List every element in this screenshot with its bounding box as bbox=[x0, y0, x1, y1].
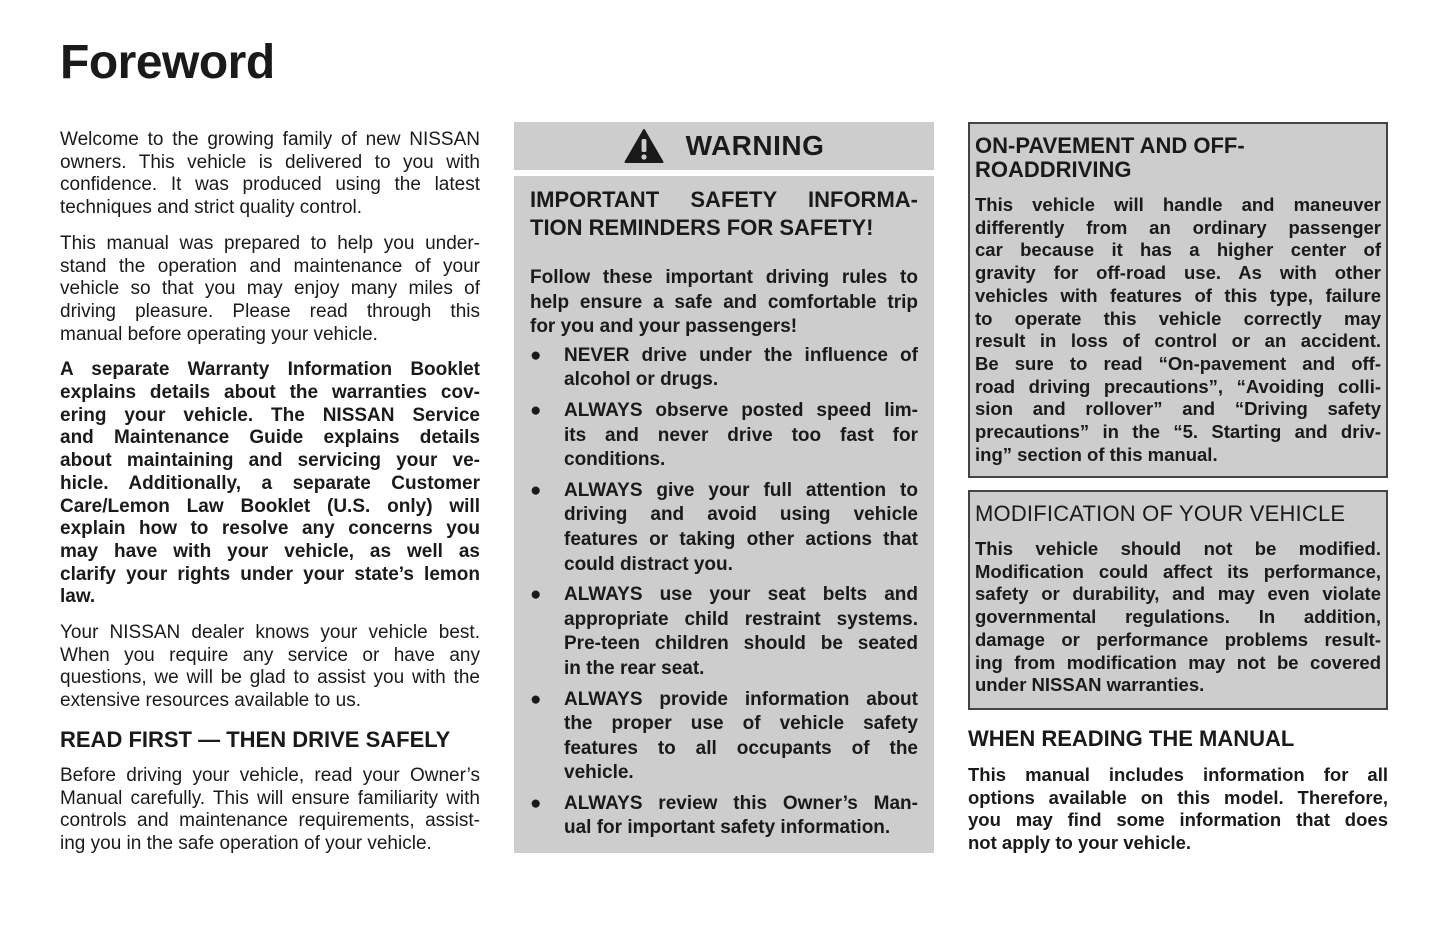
text-line: ALWAYS provide information about bbox=[564, 688, 918, 710]
bullet-icon: ● bbox=[530, 479, 542, 501]
reading-manual-paragraph bbox=[968, 764, 1388, 855]
text-line: stand the operation and maintenance of your bbox=[60, 255, 480, 277]
text-line: alcohol or drugs. bbox=[564, 369, 719, 391]
text-line: ering your vehicle. The NISSAN Service bbox=[60, 404, 480, 426]
text-line: result in loss of control or an accident. bbox=[975, 330, 1381, 352]
text-line: Follow these important driving rules to bbox=[530, 267, 918, 288]
off-road-driving-box bbox=[968, 122, 1388, 478]
reading-manual-heading: WHEN READING THE MANUAL bbox=[968, 726, 1295, 751]
text-line: extensive resources available to us. bbox=[60, 690, 361, 712]
text-line: not apply to your vehicle. bbox=[968, 832, 1192, 854]
text-line: NEVER drive under the influence of bbox=[564, 344, 918, 366]
text-line: governmental regulations. In addition, bbox=[975, 606, 1381, 628]
text-line: This manual includes information for all bbox=[968, 764, 1388, 785]
warning-triangle-icon bbox=[624, 128, 664, 164]
text-line: differently from an ordinary passenger bbox=[975, 216, 1381, 238]
read-first-heading: READ FIRST — THEN DRIVE SAFELY bbox=[60, 726, 451, 752]
text-line: confidence. It was produced using the latest bbox=[60, 174, 480, 196]
text-line: in the rear seat. bbox=[564, 657, 705, 679]
text-line: may have with your vehicle, as well as bbox=[60, 540, 480, 562]
text-line: ALWAYS observe posted speed lim- bbox=[564, 399, 918, 421]
text-line: Your NISSAN dealer knows your vehicle best. bbox=[60, 622, 480, 644]
safety-rule-item bbox=[530, 399, 918, 473]
off-road-title bbox=[975, 134, 1381, 182]
text-line: to operate this vehicle correctly may bbox=[975, 307, 1381, 329]
text-line: road driving precautions”, “Avoiding colli- bbox=[975, 375, 1381, 397]
text-line: could distract you. bbox=[564, 553, 733, 575]
text-line: explains details about the warranties cov- bbox=[60, 382, 480, 404]
text-line: sion and rollover” and “Driving safety bbox=[975, 398, 1381, 420]
text-line: appropriate child restraint systems. bbox=[564, 608, 918, 630]
text-line: questions, we will be glad to assist you with the bbox=[60, 667, 480, 689]
text-line: ON-PAVEMENT AND OFF-ROAD bbox=[975, 133, 1245, 182]
text-line: techniques and strict quality control. bbox=[60, 197, 363, 219]
text-line: controls and maintenance requirements, assist- bbox=[60, 810, 480, 832]
text-line: vehicle so that you may enjoy many miles of bbox=[60, 278, 480, 300]
safety-reminders-heading bbox=[530, 186, 918, 242]
text-line: for you and your passengers! bbox=[530, 316, 798, 338]
text-line: its and never drive too fast for bbox=[564, 424, 918, 446]
text-line: under NISSAN warranties. bbox=[975, 674, 1205, 696]
safety-intro bbox=[530, 266, 918, 340]
text-line: driving pleasure. Please read through this bbox=[60, 300, 480, 322]
text-line: options available on this model. Therefore, bbox=[968, 786, 1388, 808]
bullet-icon: ● bbox=[530, 399, 542, 421]
text-line: ing you in the safe operation of your vehicle. bbox=[60, 832, 432, 854]
text-line: Modification could affect its performance, bbox=[975, 560, 1381, 582]
warning-panel bbox=[514, 176, 934, 853]
modification-title: MODIFICATION OF YOUR VEHICLE bbox=[975, 501, 1346, 526]
text-line: and Maintenance Guide explains details bbox=[60, 427, 480, 449]
text-line: damage or performance problems result- bbox=[975, 628, 1381, 650]
off-road-body bbox=[975, 194, 1381, 466]
text-line: owners. This vehicle is delivered to you with bbox=[60, 151, 480, 173]
safety-rule-item bbox=[530, 479, 918, 577]
text-line: ALWAYS use your seat belts and bbox=[564, 584, 918, 606]
manual-purpose-paragraph bbox=[60, 233, 480, 347]
text-line: hicle. Additionally, a separate Customer bbox=[60, 472, 480, 494]
text-line: ing” section of this manual. bbox=[975, 443, 1218, 465]
intro-paragraph bbox=[60, 129, 480, 220]
safety-rule-item bbox=[530, 344, 918, 393]
text-line: This vehicle should not be modified. bbox=[975, 538, 1381, 559]
text-line: explain how to resolve any concerns you bbox=[60, 518, 480, 540]
text-line: you may find some information that does bbox=[968, 809, 1388, 831]
dealer-paragraph bbox=[60, 622, 480, 713]
safety-rule-item bbox=[530, 583, 918, 681]
bullet-icon: ● bbox=[530, 688, 542, 710]
text-line: IMPORTANT SAFETY INFORMA- bbox=[530, 187, 918, 212]
text-line: gravity for off-road use. As with other bbox=[975, 262, 1381, 284]
text-line: safety or durability, and may even violate bbox=[975, 583, 1381, 605]
text-line: the proper use of vehicle safety bbox=[564, 713, 918, 735]
text-line: car because it has a higher center of bbox=[975, 239, 1381, 261]
safety-rules-list bbox=[530, 344, 918, 841]
text-line: When you require any service or have any bbox=[60, 644, 480, 666]
text-line: about maintaining and servicing your ve- bbox=[60, 450, 480, 472]
read-first-paragraph bbox=[60, 765, 480, 856]
text-line: vehicle. bbox=[564, 762, 634, 784]
text-line: features to all occupants of the bbox=[564, 737, 918, 759]
text-line: Before driving your vehicle, read your Owner’s bbox=[60, 764, 480, 786]
page-title: Foreword bbox=[60, 36, 275, 89]
text-line: ing from modification may not be covered bbox=[975, 651, 1381, 673]
text-line: This manual was prepared to help you under- bbox=[60, 232, 480, 254]
text-line: clarify your rights under your state’s lemon bbox=[60, 563, 480, 585]
text-line: TION REMINDERS FOR SAFETY! bbox=[530, 215, 874, 240]
warranty-paragraph bbox=[60, 359, 480, 609]
text-line: help ensure a safe and comfortable trip bbox=[530, 291, 918, 313]
text-line: Pre-teen children should be seated bbox=[564, 633, 918, 655]
text-line: ALWAYS review this Owner’s Man- bbox=[564, 792, 918, 814]
modification-body bbox=[975, 538, 1381, 697]
safety-rule-item bbox=[530, 792, 918, 841]
text-line: A separate Warranty Information Booklet bbox=[60, 359, 480, 381]
text-line: manual before operating your vehicle. bbox=[60, 323, 378, 345]
left-column bbox=[60, 129, 480, 869]
text-line: driving and avoid using vehicle bbox=[564, 504, 918, 526]
text-line: vehicles with features of this type, failure bbox=[975, 284, 1381, 306]
text-line: law. bbox=[60, 586, 96, 608]
text-line: DRIVING bbox=[1039, 157, 1132, 182]
bullet-icon: ● bbox=[530, 584, 542, 606]
text-line: features or taking other actions that bbox=[564, 528, 918, 550]
text-line: Care/Lemon Law Booklet (U.S. only) will bbox=[60, 495, 480, 517]
text-line: Manual carefully. This will ensure familiarity with bbox=[60, 787, 480, 809]
text-line: conditions. bbox=[564, 449, 666, 471]
warning-title: WARNING bbox=[685, 130, 825, 161]
modification-box bbox=[968, 490, 1388, 710]
text-line: ual for important safety information. bbox=[564, 817, 891, 839]
safety-rule-item bbox=[530, 688, 918, 786]
text-line: This vehicle will handle and maneuver bbox=[975, 194, 1381, 215]
bullet-icon: ● bbox=[530, 792, 542, 814]
text-line: ALWAYS give your full attention to bbox=[564, 479, 918, 501]
warning-header bbox=[514, 122, 934, 170]
text-line: Welcome to the growing family of new NISSAN bbox=[60, 129, 480, 150]
bullet-icon: ● bbox=[530, 344, 542, 366]
text-line: Be sure to read “On-pavement and off- bbox=[975, 352, 1381, 374]
text-line: precautions” in the “5. Starting and driv- bbox=[975, 421, 1381, 443]
